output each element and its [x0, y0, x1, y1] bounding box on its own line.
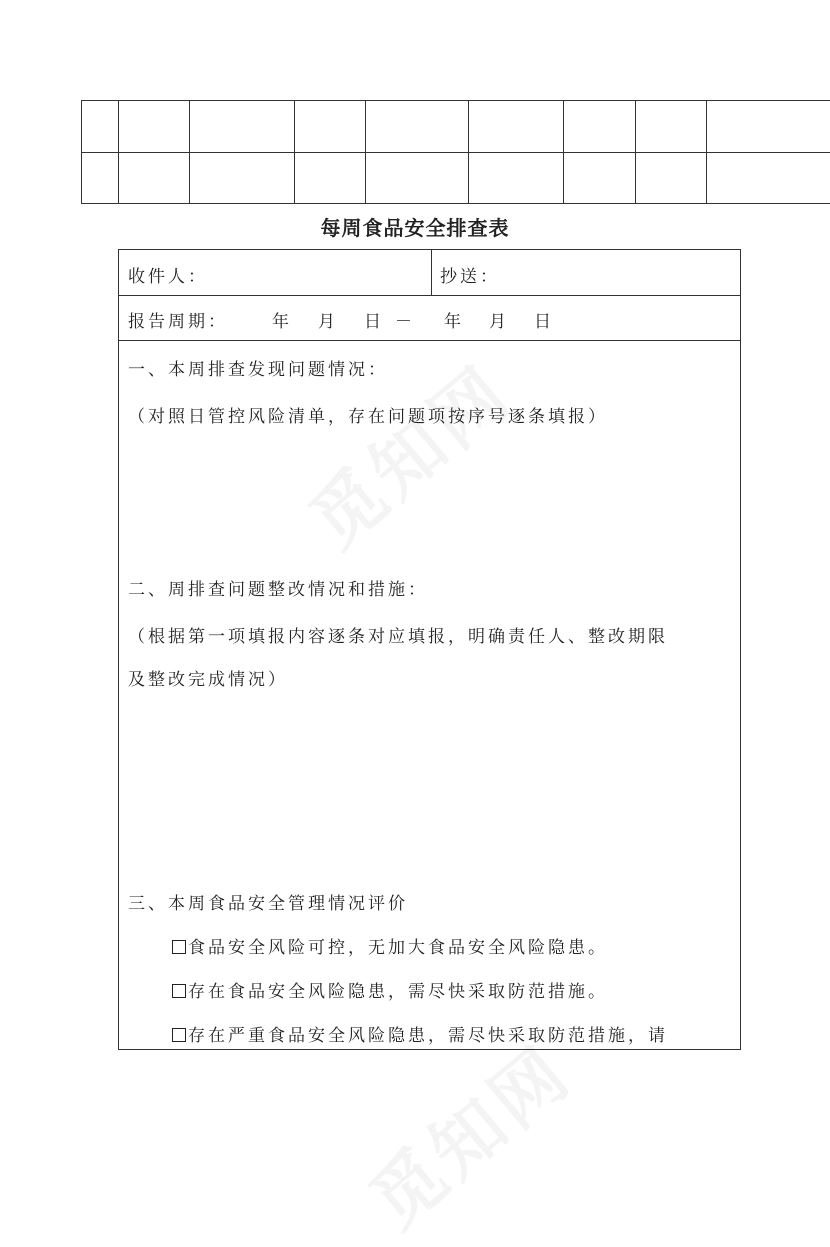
table-cell: [564, 101, 636, 153]
table-row: [82, 101, 830, 153]
checkbox[interactable]: [172, 1028, 186, 1042]
table-cell: [190, 101, 295, 153]
period-month-start: 月: [318, 307, 338, 332]
period-dash: －: [395, 307, 415, 332]
table-cell: [469, 101, 564, 153]
cell-divider: [431, 250, 432, 295]
checkbox[interactable]: [172, 984, 186, 998]
evaluation-option: [172, 933, 608, 958]
table-cell: [119, 152, 190, 204]
table-cell: [119, 101, 190, 153]
period-day-end: 日: [534, 307, 554, 332]
table-cell: [564, 152, 636, 204]
option-label: 存在食品安全风险隐患，需尽快采取防范措施。: [188, 982, 608, 1002]
table-cell: [295, 152, 366, 204]
table-cell: [295, 101, 366, 153]
section2-note-line2: 及整改完成情况）: [128, 665, 288, 690]
table-cell: [190, 152, 295, 204]
page-title: 每周食品安全排查表: [0, 212, 830, 241]
option-label: 食品安全风险可控，无加大食品安全风险隐患。: [188, 938, 608, 958]
period-year-start: 年: [272, 307, 292, 332]
recipient-label: 收件人：: [128, 262, 208, 287]
section2-note-line1: （根据第一项填报内容逐条对应填报，明确责任人、整改期限: [128, 622, 668, 647]
section2-heading: 二、周排查问题整改情况和措施：: [128, 575, 428, 600]
table-cell: [469, 152, 564, 204]
table-cell: [707, 152, 830, 204]
period-day-start: 日: [364, 307, 384, 332]
cc-label: 抄送：: [440, 262, 500, 287]
recipient-row: [119, 250, 740, 296]
table-row: [82, 152, 830, 204]
period-label: 报告周期：: [128, 307, 228, 332]
section1-note: （对照日管控风险清单，存在问题项按序号逐条填报）: [128, 402, 608, 427]
checkbox[interactable]: [172, 940, 186, 954]
section3-heading: 三、本周食品安全管理情况评价: [128, 889, 408, 914]
top-partial-table: [81, 100, 830, 204]
table-cell: [636, 152, 707, 204]
table-cell: [636, 101, 707, 153]
section1-heading: 一、本周排查发现问题情况：: [128, 355, 388, 380]
inspection-form: [118, 249, 741, 1050]
period-year-end: 年: [444, 307, 464, 332]
evaluation-option: [172, 1021, 668, 1046]
option-label: 存在严重食品安全风险隐患，需尽快采取防范措施，请: [188, 1026, 668, 1046]
watermark: [344, 1017, 590, 1247]
period-month-end: 月: [489, 307, 509, 332]
table-cell: [366, 101, 469, 153]
period-row: [119, 296, 740, 341]
table-cell: [82, 152, 119, 204]
table-cell: [366, 152, 469, 204]
evaluation-option: [172, 977, 608, 1002]
table-cell: [82, 101, 119, 153]
table-cell: [707, 101, 830, 153]
